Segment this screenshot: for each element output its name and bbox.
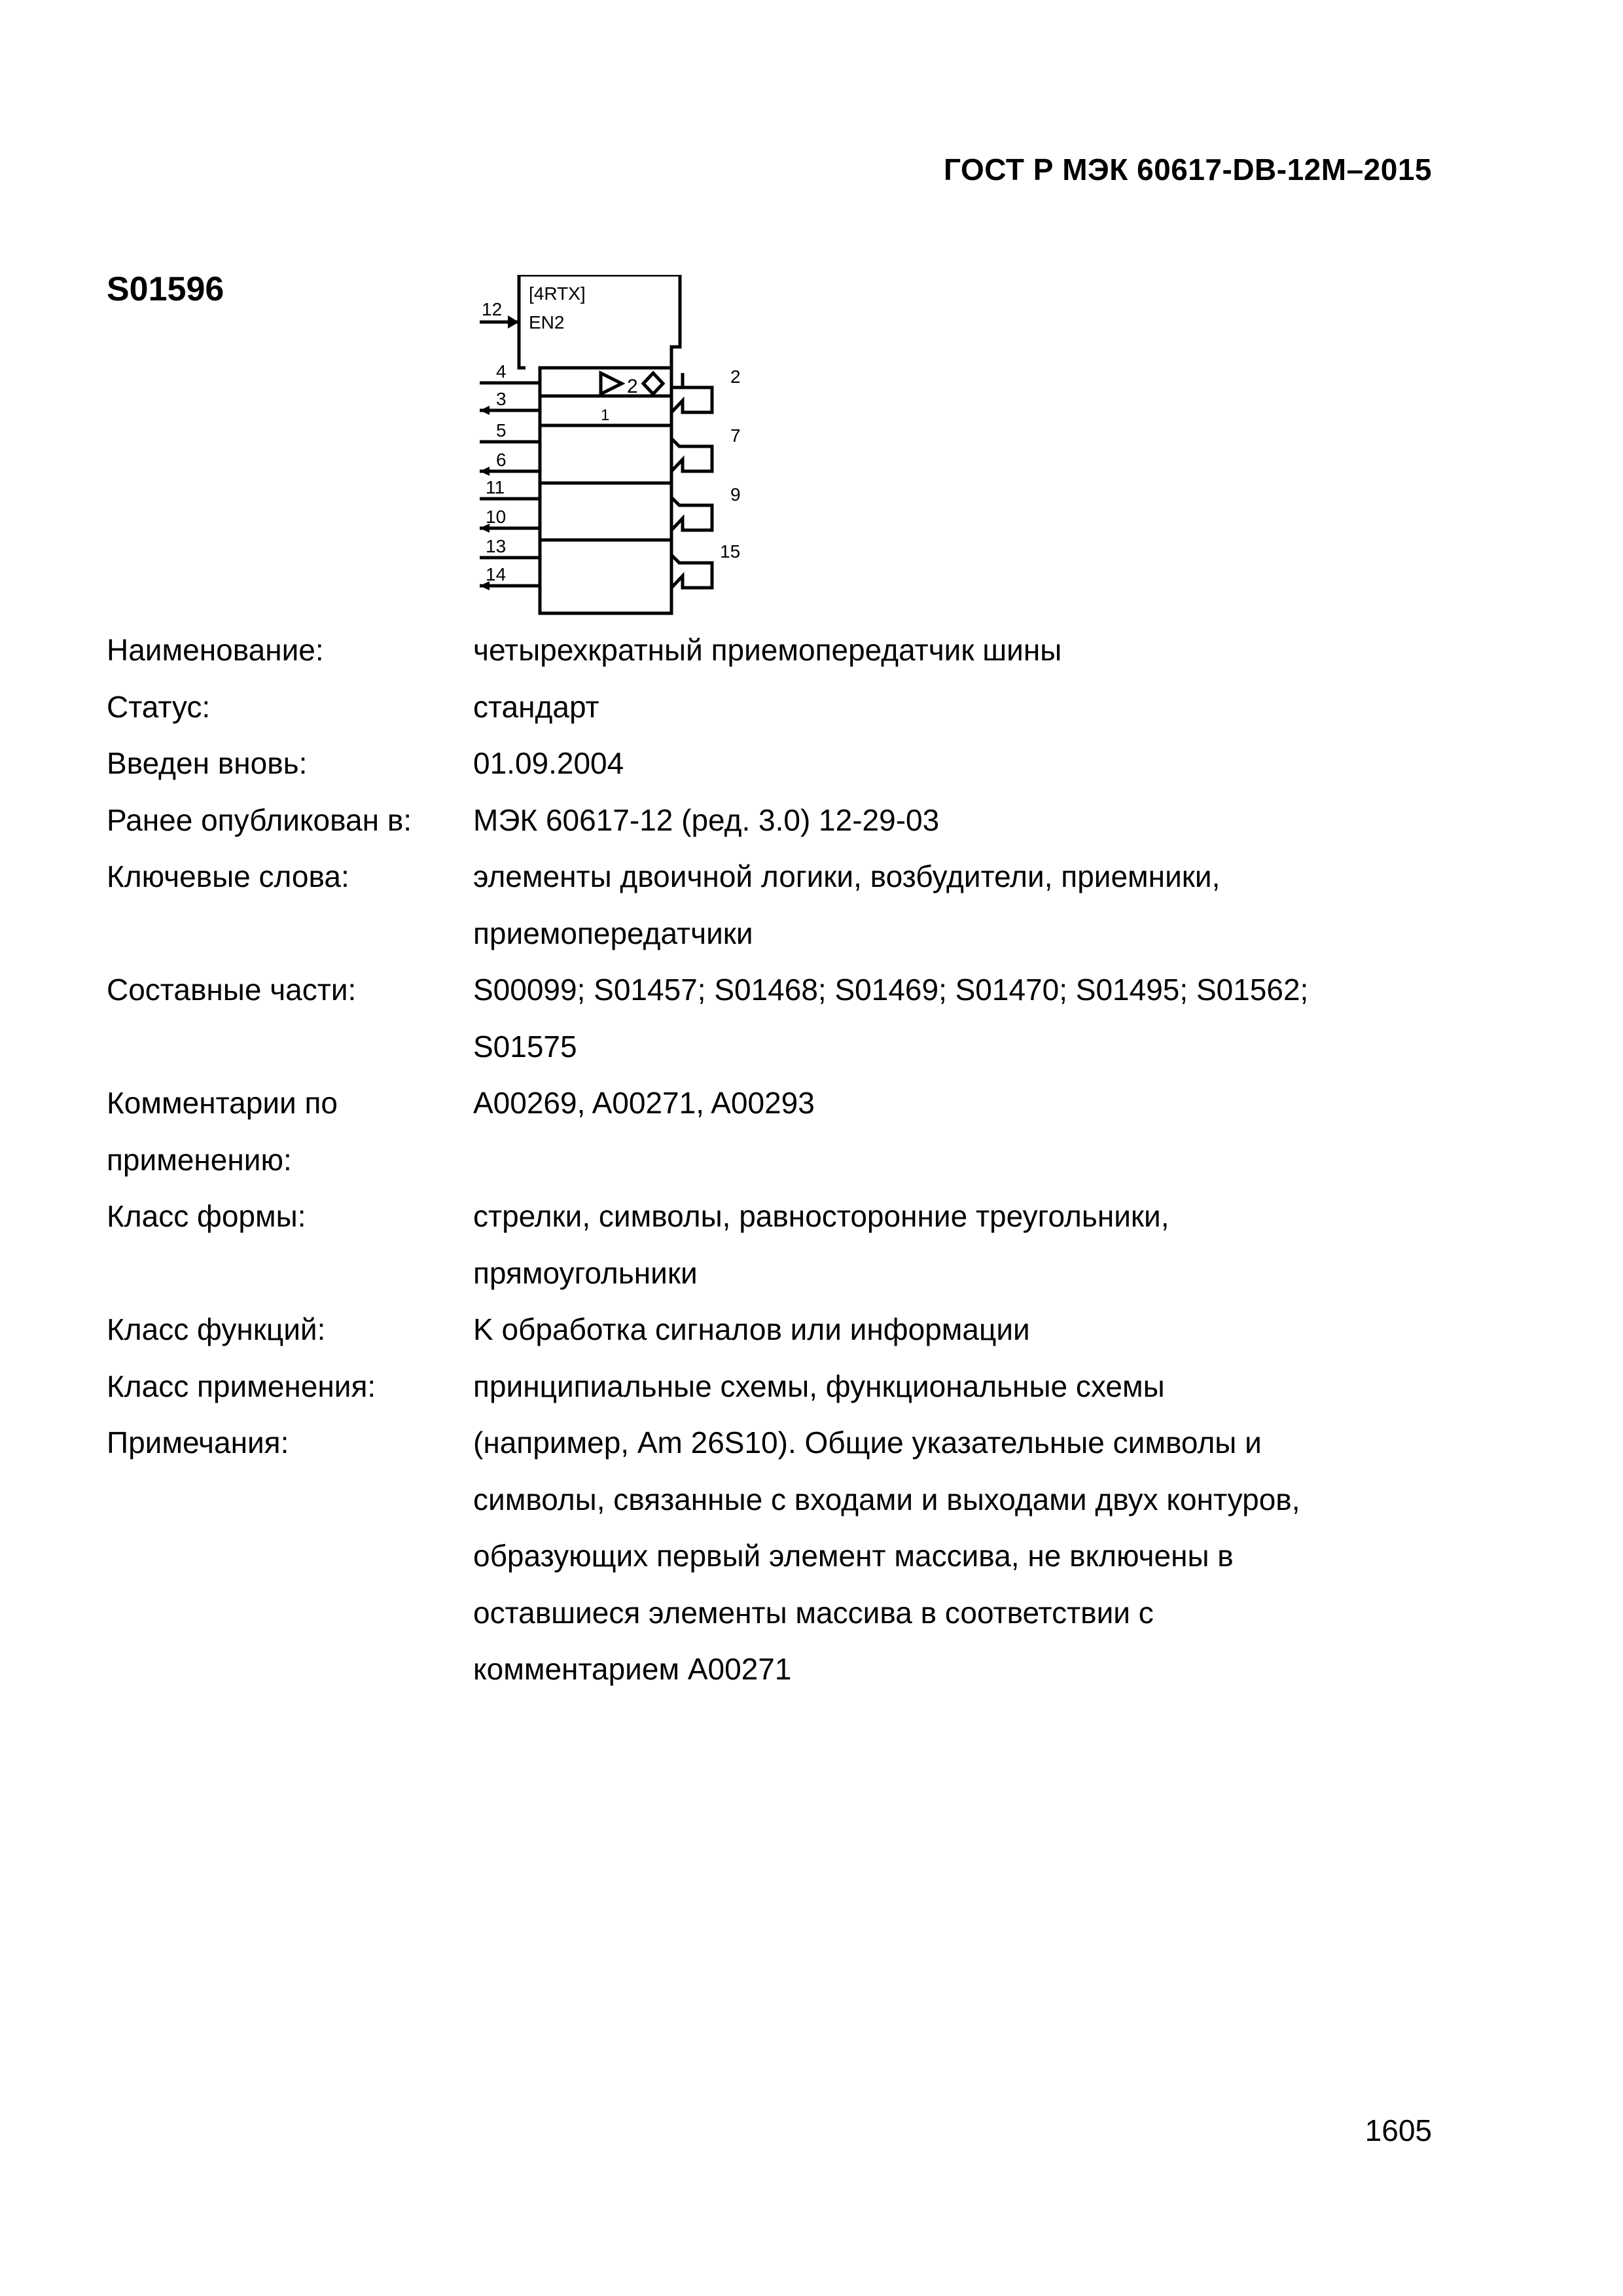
field-value: элементы двоичной логики, возбудители, приемники, приемопередатчики [473,859,1221,950]
field-label: Класс применения: [107,1369,376,1403]
field-row [107,1188,1481,1301]
field-value: (например, Am 26S10). Общие указательные символы и символы, связанные с входами и выходами двух контуров, образующих первый элемент массива, не включены в оставшиеся элементы массива в соответствии с комментарием A00271 [473,1426,1300,1686]
field-row [107,1414,1481,1698]
enable-label: EN2 [529,312,565,332]
pin-14: 14 [486,564,507,584]
field-row [107,1358,1481,1415]
field-value: принципиальные схемы, функциональные схемы [473,1369,1165,1403]
field-row [107,792,1481,849]
pin-15: 15 [720,541,741,562]
field-label: Введен вновь: [107,746,308,780]
field-value: A00269, A00271, A00293 [473,1086,815,1120]
attribute-table [107,622,1481,1698]
field-label: Класс функций: [107,1312,326,1346]
pin-4: 4 [496,361,507,382]
pin-5: 5 [496,420,507,440]
field-label: Составные части: [107,973,357,1007]
symbol-id: S01596 [107,270,224,308]
standard-designation: ГОСТ Р МЭК 60617-DB-12M–2015 [944,152,1432,187]
field-label: Ранее опубликован в: [107,802,412,837]
pin-12: 12 [482,299,503,319]
field-value: стандарт [473,689,599,724]
pin-9: 9 [730,484,741,505]
row1-number: 2 [627,376,638,397]
field-value: МЭК 60617-12 (ред. 3.0) 12-29-03 [473,802,940,837]
pin-2: 2 [730,367,741,387]
field-label: Класс формы: [107,1199,306,1233]
field-row [107,735,1481,792]
element-column [540,368,671,613]
field-row [107,1075,1481,1188]
row1-subnumber: 1 [601,406,610,424]
field-label: Статус: [107,689,211,724]
field-value: стрелки, символы, равносторонние треугольники, прямоугольники [473,1199,1169,1290]
pin-7: 7 [730,425,741,446]
field-row [107,961,1481,1075]
field-row [107,848,1481,961]
pin-13: 13 [486,536,507,556]
field-label: Примечания: [107,1426,289,1460]
field-row [107,622,1481,679]
field-value: S00099; S01457; S01468; S01469; S01470; S01495; S01562; S01575 [473,973,1309,1064]
pin-3: 3 [496,389,507,409]
page-number: 1605 [1364,2113,1432,2147]
field-row [107,1301,1481,1358]
field-value: 01.09.2004 [473,746,624,780]
field-label: Комментарии по применению: [107,1086,338,1177]
field-label: Наименование: [107,633,324,667]
field-label: Ключевые слова: [107,859,349,893]
field-value: K обработка сигналов или информации [473,1312,1030,1346]
qualifier-label: [4RTX] [529,283,586,304]
field-row [107,679,1481,736]
pin-6: 6 [496,450,507,470]
pin-10: 10 [486,507,507,527]
symbol-figure [476,275,764,619]
pin-11: 11 [486,477,505,497]
field-value: четырехкратный приемопередатчик шины [473,633,1062,667]
